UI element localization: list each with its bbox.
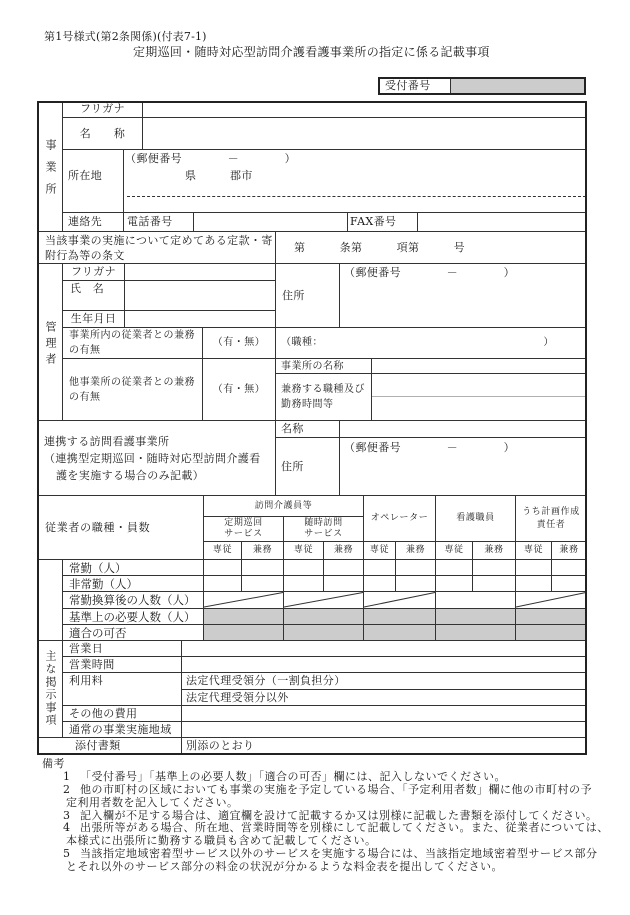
diagonal-line <box>516 592 586 608</box>
manager-internal-dual-label-line: の有無 <box>69 345 101 356</box>
staff-cell[interactable] <box>364 576 396 592</box>
staff-converted-cell[interactable] <box>284 592 364 609</box>
dedicated-header <box>284 542 324 560</box>
group-header-line: サービス <box>224 529 263 539</box>
office-phone-label <box>124 213 194 232</box>
form-number: 第1号様式(第2条関係)(付表7-1) <box>44 30 207 43</box>
staff-cell[interactable] <box>552 560 587 576</box>
office-fax-label-text: FAX番号 <box>350 215 397 228</box>
staff-cell[interactable] <box>284 560 324 576</box>
group-header-line: オペレーター <box>370 513 429 523</box>
staff-cell[interactable] <box>324 576 364 592</box>
manager-internal-dual-choice[interactable] <box>203 328 276 359</box>
other-job-hours-label <box>276 374 372 421</box>
remarks-title: 備考 <box>42 758 65 770</box>
group-header-on-demand <box>284 517 364 542</box>
diagonal-line <box>284 592 363 608</box>
staff-cell[interactable] <box>204 576 242 592</box>
staff-cell[interactable] <box>242 576 284 592</box>
concurrent-header-text: 兼務 <box>333 545 354 555</box>
attachment-label-text: 添付書類 <box>75 739 121 752</box>
partner-postal-code-text: （郵便番号 － ） <box>344 441 515 454</box>
notices-section-cell <box>37 641 63 738</box>
diagonal-line <box>364 592 435 608</box>
concurrent-header <box>242 542 284 560</box>
staff-converted-cell[interactable] <box>436 592 516 609</box>
office-postal-code-text: （郵便番号 － ） <box>125 152 296 165</box>
dedicated-header-text: 専従 <box>369 545 390 555</box>
remark-text: 記入欄が不足する場合は、適宜欄を設けて記載するか又は別様に記載した書類を添付してください。 <box>80 808 598 822</box>
business-days-label-text: 営業日 <box>69 641 104 655</box>
staff-row-label-fulltime <box>63 560 204 576</box>
staff-cell[interactable] <box>473 576 516 592</box>
manager-postal-code-text: （郵便番号 － ） <box>344 266 515 279</box>
staff-blank-column <box>37 560 63 641</box>
other-costs-field[interactable] <box>182 706 587 722</box>
other-office-name-field[interactable] <box>372 359 587 374</box>
remark-text-continued: 本様式に出張所に勤務する職員も含めて記載してください。 <box>66 834 377 848</box>
remark-number: 5 <box>63 847 70 861</box>
staff-cell[interactable] <box>552 576 587 592</box>
articles-label-line: 当該事業の実施について定めてある定款・寄 <box>45 233 273 247</box>
remark-text-continued: とそれ以外のサービス部分の料金の状況が分かるような料金表を提出してください。 <box>66 860 503 874</box>
manager-name-label-text: 氏 名 <box>70 282 105 295</box>
staff-cell[interactable] <box>516 560 552 576</box>
manager-section-label: 管理者 <box>44 321 57 369</box>
dedicated-header-text: 専従 <box>523 545 544 555</box>
articles-value-text: 第 条第 項第 号 <box>294 240 465 254</box>
manager-external-dual-choice-text: （有・無） <box>212 383 266 395</box>
staff-row-label-text: 非常勤（人） <box>69 576 138 591</box>
manager-birthdate-field[interactable] <box>125 311 276 328</box>
partner-label-line: 連携する訪問看護事業所 <box>44 434 170 448</box>
office-furigana-label-text: フリガナ <box>79 102 126 115</box>
manager-furigana-label-text: フリガナ <box>70 265 117 278</box>
staff-row-label-text: 適合の可否 <box>69 625 127 640</box>
diagonal-line <box>204 592 283 608</box>
business-hours-field[interactable] <box>182 657 587 673</box>
manager-name-label <box>63 281 125 311</box>
other-costs-label <box>63 706 182 722</box>
other-job-hours-field[interactable] <box>372 374 587 421</box>
service-area-field[interactable] <box>182 722 587 738</box>
business-hours-label-text: 営業時間 <box>69 657 115 671</box>
office-address-label-text: 所在地 <box>68 169 103 182</box>
group-header-line: うち計画作成 <box>522 506 580 517</box>
staff-row-label-compliance <box>63 625 204 641</box>
manager-name-field[interactable] <box>125 281 276 311</box>
dedicated-header-text: 専従 <box>212 545 233 555</box>
fee-option-text: 法定代理受領分以外 <box>186 690 289 704</box>
staff-row-label-text: 常勤換算後の人数（人） <box>69 593 196 607</box>
staff-cell[interactable] <box>473 560 516 576</box>
staff-row-label-required <box>63 609 204 625</box>
staff-title <box>37 496 204 560</box>
partner-label-line: （連携型定期巡回・随時対応型訪問介護看 <box>44 451 261 465</box>
business-days-field[interactable] <box>182 641 587 657</box>
concurrent-header-text: 兼務 <box>405 545 426 555</box>
remark-text-continued: 定利用者数を記入してください。 <box>66 795 239 809</box>
other-job-hours-label-line: 勤務時間等 <box>281 399 334 410</box>
office-furigana-field[interactable] <box>143 101 587 118</box>
group-header-operator <box>364 496 436 542</box>
job-type-close-text: ） <box>543 337 554 348</box>
articles-field[interactable] <box>276 232 587 264</box>
articles-label-line: 附行為等の条文 <box>45 248 125 262</box>
staff-cell[interactable] <box>436 560 473 576</box>
staff-converted-cell[interactable] <box>364 592 436 609</box>
staff-cell[interactable] <box>364 560 396 576</box>
remarks <box>0 758 630 883</box>
remark-text: 出張所等がある場合、所在地、営業時間等を別様にして記載してください。また、従業者については、 <box>80 821 609 835</box>
partner-label <box>37 421 276 496</box>
staff-cell[interactable] <box>516 576 552 592</box>
manager-external-dual-label <box>63 359 203 421</box>
partner-label-line: 護を実施する場合のみ記載） <box>56 468 205 482</box>
receipt-number-field[interactable] <box>451 79 584 93</box>
partner-name-field[interactable] <box>340 421 587 438</box>
manager-birthdate-label-text: 生年月日 <box>70 312 117 325</box>
job-type-open-text: （職種： <box>281 337 323 348</box>
concurrent-header <box>473 542 516 560</box>
manager-furigana-label <box>63 264 125 281</box>
office-contact-label <box>63 213 124 232</box>
staff-cell[interactable] <box>396 576 436 592</box>
remark-item <box>0 784 630 797</box>
concurrent-header-text: 兼務 <box>559 545 579 555</box>
address-dashed-divider <box>127 196 586 197</box>
office-furigana-label <box>63 101 143 118</box>
staff-shaded-cell <box>284 609 364 625</box>
dedicated-header-text: 専従 <box>293 545 314 555</box>
partner-name-label-text: 名称 <box>281 422 304 435</box>
staff-shaded-cell <box>516 609 587 625</box>
fee-option-text: 法定代理受領分（一割負担分） <box>186 674 346 687</box>
office-address-label <box>63 150 124 213</box>
staff-row-label-converted <box>63 592 204 609</box>
remark-number: 1 <box>63 769 70 783</box>
staff-shaded-cell <box>364 625 436 641</box>
manager-internal-dual-label-line: 事業所内の従業者との兼務 <box>69 330 195 341</box>
staff-shaded-cell <box>284 625 364 641</box>
remark-text: 他の市町村の区域においても事業の実施を予定している場合、「予定利用者数」欄に他の市町村の予 <box>80 782 592 796</box>
staff-shaded-cell <box>204 625 284 641</box>
staff-shaded-cell <box>516 625 587 641</box>
dedicated-header <box>364 542 396 560</box>
manager-external-dual-label-line: 他事業所の従業者との兼務 <box>69 376 195 388</box>
group-header-planner <box>516 496 587 542</box>
staff-cell[interactable] <box>396 560 436 576</box>
office-section-label: 事業所 <box>44 139 57 205</box>
office-contact-label-text: 連絡先 <box>68 215 103 228</box>
office-address-field[interactable] <box>124 150 587 213</box>
office-name-field[interactable] <box>143 118 587 150</box>
office-phone-field[interactable] <box>194 213 348 232</box>
remark-number: 3 <box>63 808 70 822</box>
staff-shaded-cell <box>364 609 436 625</box>
concurrent-header <box>324 542 364 560</box>
office-name-label <box>63 118 143 150</box>
staff-title-text: 従業者の職種・員数 <box>45 520 151 534</box>
dedicated-header <box>204 542 242 560</box>
remark-number: 4 <box>63 821 70 835</box>
office-fax-field[interactable] <box>418 213 587 232</box>
home-care-group-header <box>204 496 364 517</box>
manager-address-label <box>276 264 340 328</box>
other-costs-label-text: その他の費用 <box>69 706 138 720</box>
group-header-line: 責任者 <box>536 519 566 530</box>
office-city-text: 郡市 <box>230 169 253 182</box>
manager-address-label-text: 住所 <box>282 288 305 302</box>
other-office-name-label <box>276 359 372 374</box>
staff-row-label-text: 常勤（人） <box>69 560 127 575</box>
office-fax-label <box>348 213 418 232</box>
staff-row-label-text: 基準上の必要人数（人） <box>69 609 196 624</box>
page-title: 定期巡回・随時対応型訪問介護看護事業所の指定に係る記載事項 <box>133 45 490 59</box>
group-header-line: サービス <box>304 529 343 539</box>
manager-birthdate-label <box>63 311 125 328</box>
group-header-line: 定期巡回 <box>224 518 263 528</box>
staff-cell[interactable] <box>284 576 324 592</box>
remark-number: 2 <box>63 782 70 796</box>
other-office-name-label-text: 事業所の名称 <box>281 360 344 372</box>
staff-cell[interactable] <box>324 560 364 576</box>
attachment-field[interactable] <box>182 738 587 755</box>
concurrent-header-text: 兼務 <box>252 545 273 555</box>
notices-section-label: 主な掲示事項 <box>44 650 57 727</box>
manager-external-dual-choice[interactable] <box>203 359 276 421</box>
staff-row-label-parttime <box>63 576 204 592</box>
attachment-value-text: 別添のとおり <box>186 739 255 752</box>
group-header-line: 随時訪問 <box>304 518 343 528</box>
office-name-label-text: 名 称 <box>79 126 126 140</box>
partner-name-label <box>276 421 340 438</box>
concurrent-header <box>552 542 587 560</box>
staff-cell[interactable] <box>204 560 242 576</box>
business-hours-label <box>63 657 182 673</box>
office-prefecture-text: 県 <box>185 169 197 182</box>
manager-external-dual-label-line: の有無 <box>69 391 101 403</box>
dedicated-header-text: 専従 <box>444 545 464 555</box>
partner-address-field[interactable] <box>340 438 587 496</box>
group-header-nursing <box>436 496 516 542</box>
attachment-label <box>37 738 182 755</box>
light-divider <box>372 396 586 397</box>
staff-cell[interactable] <box>436 576 473 592</box>
manager-furigana-field[interactable] <box>125 264 276 281</box>
concurrent-header-text: 兼務 <box>484 545 504 555</box>
partner-address-label-text: 住所 <box>281 459 304 473</box>
office-phone-label-text: 電話番号 <box>127 215 173 228</box>
staff-converted-cell[interactable] <box>204 592 284 609</box>
fee-label-text: 利用料 <box>69 674 104 687</box>
remark-text: 当該指定地域密着型サービス以外のサービスを実施する場合には、当該指定地域密着型サービス部分 <box>80 847 598 861</box>
home-care-group-text: 訪問介護員等 <box>254 500 313 511</box>
fee-option-other[interactable] <box>182 690 587 706</box>
staff-shaded-cell <box>204 609 284 625</box>
other-job-hours-label-line: 兼務する職種及び <box>281 384 365 395</box>
concurrent-header <box>396 542 436 560</box>
manager-job-type-field[interactable] <box>276 328 587 359</box>
dedicated-header <box>516 542 552 560</box>
manager-address-field[interactable] <box>340 264 587 328</box>
service-area-label-text: 通常の事業実施地域 <box>69 722 172 736</box>
manager-internal-dual-label <box>63 328 203 359</box>
receipt-number-label: 受付番号 <box>380 79 451 93</box>
manager-internal-dual-choice-text: （有・無） <box>212 337 266 348</box>
business-days-label <box>63 641 182 657</box>
service-area-label <box>63 722 182 738</box>
staff-cell[interactable] <box>242 560 284 576</box>
staff-converted-cell[interactable] <box>516 592 587 609</box>
articles-label <box>37 232 276 264</box>
receipt-number-box <box>378 77 586 95</box>
manager-section-cell <box>37 264 63 421</box>
group-header-line: 看護職員 <box>456 513 495 523</box>
partner-address-label <box>276 438 340 496</box>
group-header-periodic <box>204 517 284 542</box>
fee-option-statutory[interactable] <box>182 673 587 690</box>
dedicated-header <box>436 542 473 560</box>
fee-label <box>63 673 182 706</box>
office-section-cell <box>37 101 63 232</box>
remark-text: 「受付番号」「基準上の必要人数」「適合の可否」欄には、記入しないでください。 <box>80 769 506 783</box>
staff-shaded-cell <box>436 625 516 641</box>
staff-shaded-cell <box>436 609 516 625</box>
